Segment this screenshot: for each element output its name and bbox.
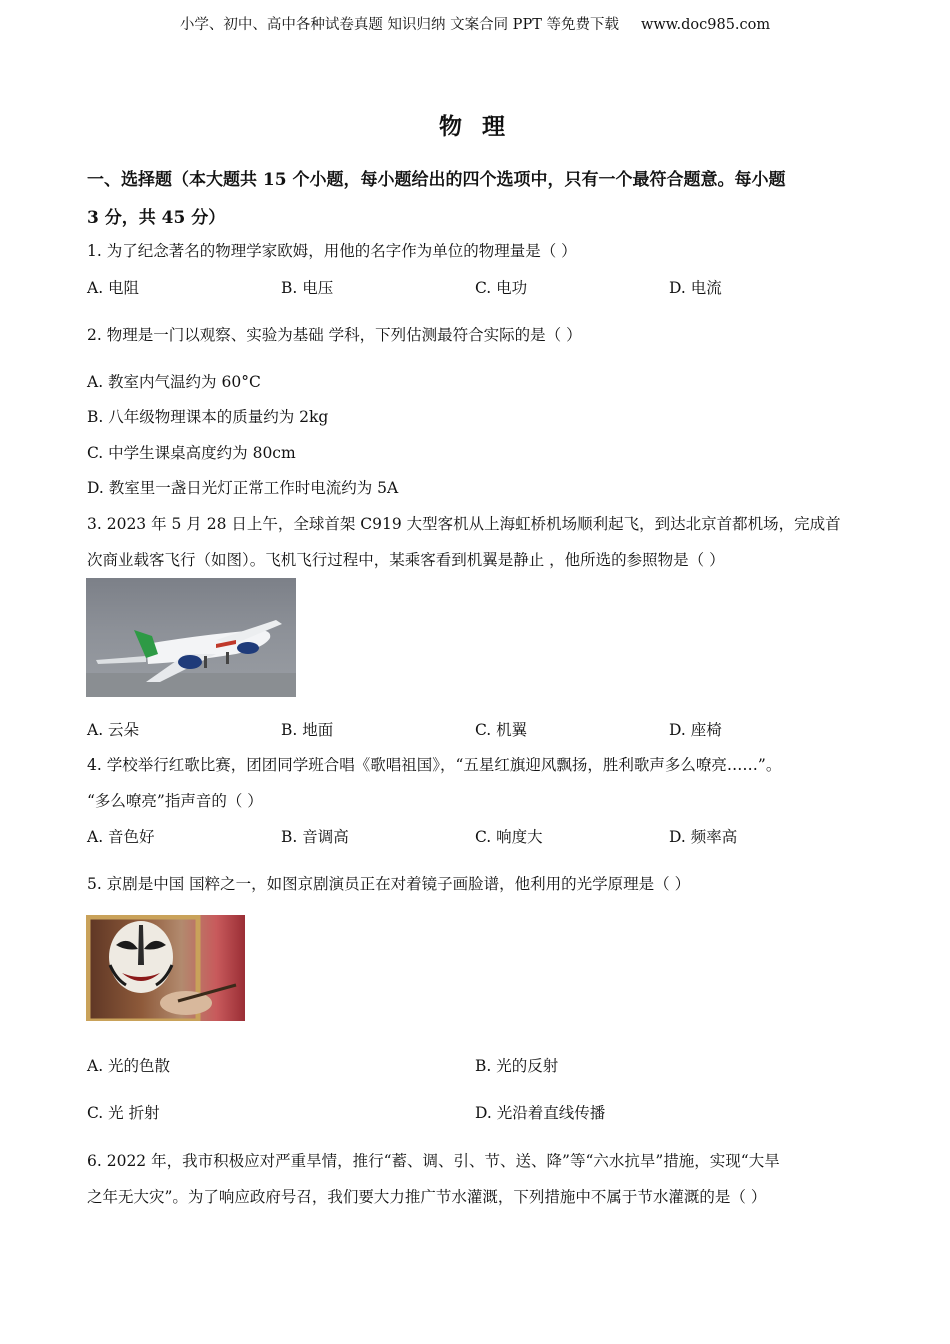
opera-face-illustration [86, 915, 245, 1021]
peking-opera-mirror-image [86, 915, 245, 1021]
q2-option-d: D. 教室里一盏日光灯正常工作时电流约为 5A [87, 479, 399, 497]
question-3-stem-line1: 3. 2023 年 5 月 28 日上午，全球首架 C919 大型客机从上海虹桥机场顺利起飞，到达北京首都机场，完成首 [87, 515, 841, 533]
question-6-stem-line1: 6. 2022 年，我市积极应对严重旱情，推行“蓄、调、引、节、送、降”等“六水抗旱”措施，实现“大旱 [87, 1152, 780, 1170]
q5-option-a: A. 光的色散 [87, 1057, 171, 1075]
page-title: 物 理 [438, 113, 511, 140]
question-6-stem-line2: 之年无大灾”。为了响应政府号召，我们要大力推广节水灌溉，下列措施中不属于节水灌溉的是（ ） [87, 1188, 767, 1206]
q3-option-d: D. 座椅 [669, 721, 722, 739]
q4-option-d: D. 频率高 [669, 828, 738, 846]
q1-option-b: B. 电压 [281, 279, 334, 297]
q5-option-c: C. 光 折射 [87, 1104, 160, 1122]
section-heading-line2: 3 分，共 45 分） [87, 208, 226, 228]
q1-option-a: A. 电阻 [87, 279, 140, 297]
q2-option-a: A. 教室内气温约为 60°C [87, 373, 261, 391]
header-text: 小学、初中、高中各种试卷真题 知识归纳 文案合同 PPT 等免费下载 [179, 17, 619, 33]
question-4-stem-line2: “多么嘹亮”指声音的（ ） [87, 792, 263, 810]
q3-option-c: C. 机翼 [475, 721, 528, 739]
q5-option-b: B. 光的反射 [475, 1057, 559, 1075]
question-1-stem: 1. 为了纪念著名的物理学家欧姆，用他的名字作为单位的物理量是（ ） [87, 242, 577, 260]
q5-option-d: D. 光沿着直线传播 [475, 1104, 606, 1122]
q3-option-b: B. 地面 [281, 721, 334, 739]
q4-option-b: B. 音调高 [281, 828, 349, 846]
section-heading-line1: 一、选择题（本大题共 15 个小题，每小题给出的四个选项中，只有一个最符合题意。每小题 [87, 170, 786, 190]
q4-option-c: C. 响度大 [475, 828, 543, 846]
q2-option-c: C. 中学生课桌高度约为 80cm [87, 444, 296, 462]
c919-airplane-image [86, 578, 296, 697]
question-3-stem-line2: 次商业载客飞行（如图）。飞机飞行过程中，某乘客看到机翼是静止 ，他所选的参照物是（ ） [87, 551, 725, 569]
q3-option-a: A. 云朵 [87, 721, 140, 739]
airplane-illustration [86, 578, 296, 697]
q1-option-d: D. 电流 [669, 279, 722, 297]
q4-option-a: A. 音色好 [87, 828, 155, 846]
q2-option-b: B. 八年级物理课本的质量约为 2kg [87, 408, 329, 426]
page-header [0, 13, 950, 34]
q1-option-c: C. 电功 [475, 279, 528, 297]
question-5-stem: 5. 京剧是中国 国粹之一，如图京剧演员正在对着镜子画脸谱，他利用的光学原理是（ ） [87, 875, 691, 893]
question-4-stem-line1: 4. 学校举行红歌比赛，团团同学班合唱《歌唱祖国》，“五星红旗迎风飘扬，胜利歌声多么嘹亮……”。 [87, 756, 782, 774]
header-url[interactable]: www.doc985.com [640, 17, 771, 33]
question-2-stem: 2. 物理是一门以观察、实验为基础 学科，下列估测最符合实际的是（ ） [87, 326, 582, 344]
